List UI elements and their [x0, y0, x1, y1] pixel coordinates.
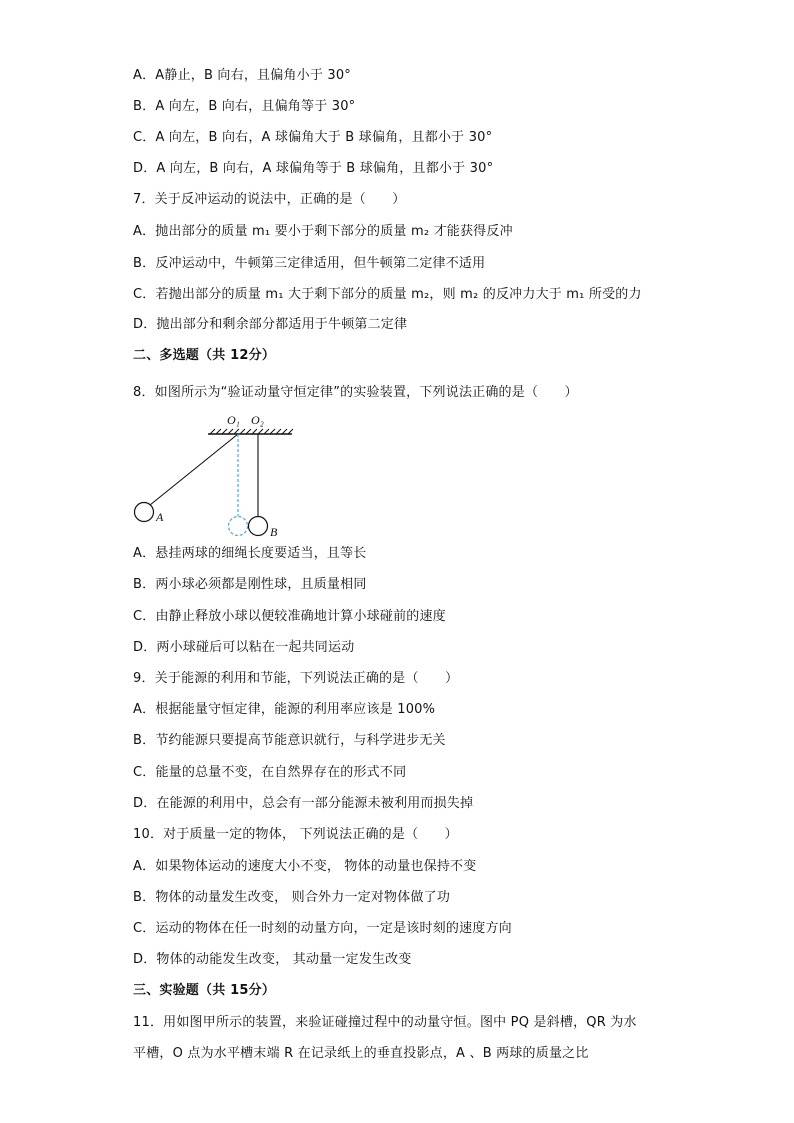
q11-line-2: 平槽，O 点为水平槽末端 R 在记录纸上的垂直投影点，A 、B 两球的质量之比 — [133, 1046, 589, 1061]
q10-option-d: D．物体的动能发生改变， 其动量一定发生改变 — [133, 952, 412, 967]
q7-option-b: B．反冲运动中，牛顿第三定律适用，但牛顿第二定律不适用 — [133, 256, 486, 271]
q9-option-a: A．根据能量守恒定律，能源的利用率应该是 100% — [133, 702, 436, 717]
ball-b — [249, 517, 268, 536]
q10-option-b: B．物体的动量发生改变， 则合外力一定对物体做了功 — [133, 890, 451, 905]
q10-stem: 10．对于质量一定的物体， 下列说法正确的是（ ） — [133, 827, 458, 842]
q8-option-c: C．由静止释放小球以便较准确地计算小球碰前的速度 — [133, 609, 446, 624]
ball-a — [135, 503, 154, 522]
q6-option-b: B．A 向左，B 向右，且偏角等于 30° — [133, 99, 356, 114]
q8-option-d: D．两小球碰后可以粘在一起共同运动 — [133, 640, 355, 655]
q9-stem: 9．关于能源的利用和节能，下列说法正确的是（ ） — [133, 671, 459, 686]
q8-stem: 8．如图所示为“验证动量守恒定律”的实验装置，下列说法正确的是（ ） — [133, 385, 578, 400]
q6-option-a: A．A静止，B 向右，且偏角小于 30° — [133, 68, 352, 83]
section-heading-experiment: 三、实验题（共 15分） — [133, 983, 276, 998]
q7-option-a: A．抛出部分的质量 m₁ 要小于剩下部分的质量 m₂ 才能获得反冲 — [133, 224, 513, 239]
q6-option-c: C．A 向左，B 向右，A 球偏角大于 B 球偏角，且都小于 30° — [133, 130, 493, 145]
label-b: B — [270, 525, 278, 539]
string-a — [150, 434, 238, 505]
pendulum-figure — [120, 410, 310, 540]
q10-option-a: A．如果物体运动的速度大小不变， 物体的动量也保持不变 — [133, 859, 477, 874]
q8-option-a: A．悬挂两球的细绳长度要适当，且等长 — [133, 546, 367, 561]
q9-option-d: D．在能源的利用中，总会有一部分能源未被利用而损失掉 — [133, 796, 474, 811]
q9-option-c: C．能量的总量不变，在自然界存在的形式不同 — [133, 765, 407, 780]
label-a: A — [156, 510, 164, 524]
q7-option-c: C．若抛出部分的质量 m₁ 大于剩下部分的质量 m₂，则 m₂ 的反冲力大于 m₁ 所受的力 — [133, 287, 642, 302]
q6-option-d: D．A 向左，B 向右，A 球偏角等于 B 球偏角，且都小于 30° — [133, 161, 494, 176]
ball-a-rest-dashed — [229, 517, 248, 536]
q11-line-1: 11．用如图甲所示的装置，来验证碰撞过程中的动量守恒。图中 PQ 是斜槽，QR 为水 — [133, 1015, 637, 1030]
q8-option-b: B．两小球必须都是刚性球，且质量相同 — [133, 577, 367, 592]
label-o1: O₁ — [227, 413, 240, 427]
q7-option-d: D．抛出部分和剩余部分都适用于牛顿第二定律 — [133, 317, 408, 332]
label-o2: O₂ — [251, 413, 264, 427]
section-heading-multiple-choice: 二、多选题（共 12分） — [133, 348, 276, 363]
q10-option-c: C．运动的物体在任一时刻的动量方向，一定是该时刻的速度方向 — [133, 921, 512, 936]
q7-stem: 7．关于反冲运动的说法中，正确的是（ ） — [133, 192, 406, 207]
q9-option-b: B．节约能源只要提高节能意识就行，与科学进步无关 — [133, 733, 446, 748]
ceiling-hatching — [210, 429, 293, 434]
